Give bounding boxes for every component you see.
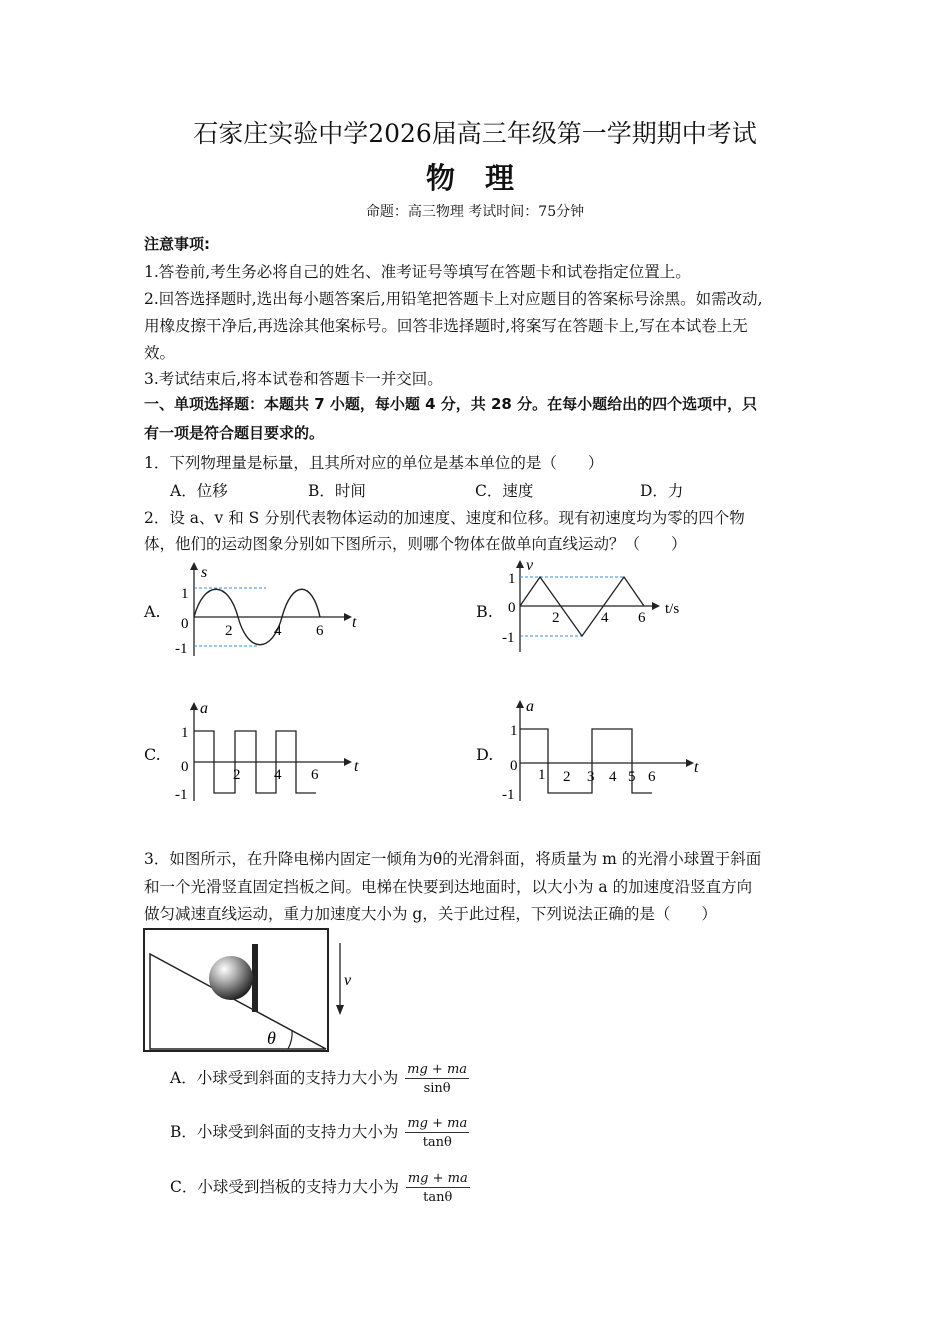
q3-option-b-text: B．小球受到斜面的支持力大小为: [170, 1123, 399, 1141]
q3-option-a-numerator: mg + ma: [407, 1062, 468, 1077]
q2-label-c: C.: [144, 745, 161, 764]
q3-option-a-denominator: sinθ: [423, 1081, 451, 1096]
q1-option-a: A．位移: [170, 482, 228, 500]
graph-d-tick-x5: 5: [628, 769, 636, 785]
q3-option-c-denominator: tanθ: [423, 1190, 453, 1205]
q1-option-b: B．时间: [308, 482, 366, 500]
graph-d-x-arrow: [686, 759, 694, 767]
q3-option-a-text: A．小球受到斜面的支持力大小为: [170, 1069, 399, 1087]
section-heading-line-2: 有一项是符合题目要求的。: [144, 424, 325, 442]
graph-b-ylabel: v: [526, 557, 534, 574]
graph-d-tick-x1: 1: [538, 767, 546, 783]
graph-a-tick-y1: 1: [181, 586, 189, 602]
graph-b-tick-x6: 6: [638, 610, 646, 626]
graph-d-tick-y-1: -1: [502, 787, 515, 803]
q3-stem-line-2: 和一个光滑竖直固定挡板之间。电梯在快要到达地面时，以大小为 a 的加速度沿竖直方向: [144, 878, 753, 896]
graph-b-y-arrow: [516, 560, 524, 568]
graph-d-tick-x3: 3: [587, 769, 595, 785]
graph-b-tick-x2: 2: [552, 610, 560, 626]
graph-d-tick-y1: 1: [510, 723, 518, 739]
q2-stem-line-1: 2．设 a、v 和 S 分别代表物体运动的加速度、速度和位移。现有初速度均为零的四个物: [144, 509, 745, 527]
graph-d-xlabel: t: [694, 759, 699, 776]
graph-d-tick-y0: 0: [510, 758, 518, 774]
q3-option-c: [170, 1171, 470, 1205]
graph-b-tick-y-1: -1: [502, 630, 515, 646]
graph-a-x-arrow: [344, 613, 352, 621]
graph-b-tick-x4: 4: [601, 610, 609, 626]
graph-c: [166, 695, 366, 805]
graph-d-tick-x4: 4: [609, 769, 617, 785]
q2-label-d: D.: [476, 745, 494, 764]
graph-d: [498, 693, 708, 805]
q3-stem-line-3: 做匀减速直线运动，重力加速度大小为 g，关于此过程，下列说法正确的是（ ）: [144, 905, 717, 923]
q3-option-c-numerator: mg + ma: [407, 1171, 468, 1186]
notice-item-1: 1.答卷前,考生务必将自己的姓名、准考证号等填写在答题卡和试卷指定位置上。: [144, 263, 691, 281]
q3-option-c-fraction: [406, 1171, 470, 1205]
graph-b-x-arrow: [652, 602, 660, 610]
graph-c-x-arrow: [344, 758, 352, 766]
graph-c-ylabel: a: [200, 700, 208, 717]
graph-b-tick-y0: 0: [508, 600, 516, 616]
graph-c-tick-x6: 6: [311, 767, 319, 783]
graph-d-y-arrow: [516, 700, 524, 708]
graph-d-ylabel: a: [526, 698, 534, 715]
graph-a-tick-x6: 6: [316, 623, 324, 639]
q2-stem-line-2: 体，他们的运动图象分别如下图所示，则哪个物体在做单向直线运动？（ ）: [144, 535, 687, 553]
q2-label-a: A.: [144, 602, 161, 621]
subject-title: 物 理: [425, 161, 525, 195]
exam-title: 石家庄实验中学2026届高三年级第一学期期中考试: [193, 119, 757, 148]
graph-c-xlabel: t: [354, 758, 359, 775]
graph-a-tick-x4: 4: [274, 623, 282, 639]
q3-option-a-fraction: [405, 1062, 469, 1096]
graph-a: [166, 560, 366, 660]
q3-option-b-denominator: tanθ: [422, 1135, 452, 1150]
section-heading-line-1: 一、单项选择题：本题共 7 小题，每小题 4 分，共 28 分。在每小题给出的四个选项中，只: [144, 395, 758, 413]
graph-c-tick-x2: 2: [233, 767, 241, 783]
graph-b-xlabel: t/s: [665, 601, 680, 617]
q1-stem: 1．下列物理量是标量，且其所对应的单位是基本单位的是（ ）: [144, 454, 604, 472]
graph-a-ylabel: s: [201, 564, 208, 581]
angle-label: θ: [267, 1028, 276, 1048]
notice-item-3: 3.考试结束后,将本试卷和答题卡一并交回。: [144, 370, 443, 388]
graph-c-y-arrow: [190, 702, 198, 710]
graph-a-tick-y0: 0: [181, 616, 189, 632]
ball: [209, 956, 253, 1000]
notice-item-2-line-3: 效。: [144, 344, 176, 362]
graph-a-y-arrow: [190, 562, 198, 570]
q3-option-b: [170, 1116, 469, 1150]
graph-c-tick-y0: 0: [181, 759, 189, 775]
q1-option-d: D．力: [640, 482, 684, 500]
graph-a-tick-x2: 2: [225, 623, 233, 639]
velocity-label: v: [344, 972, 352, 989]
q2-label-b: B.: [476, 602, 493, 621]
q3-option-b-fraction: [405, 1116, 469, 1150]
graph-a-tick-y-1: -1: [175, 641, 188, 657]
q3-stem-line-1: 3．如图所示，在升降电梯内固定一倾角为θ的光滑斜面，将质量为 m 的光滑小球置于斜面: [144, 850, 762, 868]
graph-c-tick-y1: 1: [181, 725, 189, 741]
graph-b-tick-y1: 1: [508, 571, 516, 587]
q3-figure: [142, 927, 362, 1055]
graph-c-tick-x4: 4: [274, 767, 282, 783]
graph-b: [498, 556, 698, 660]
graph-d-tick-x2: 2: [563, 769, 571, 785]
q1-option-c: C．速度: [475, 482, 534, 500]
graph-c-tick-y-1: -1: [175, 787, 188, 803]
notice-item-2-line-2: 用橡皮擦干净后,再选涂其他案标号。回答非选择题时,将案写在答题卡上,写在本试卷上无: [144, 317, 748, 335]
graph-d-tick-x6: 6: [648, 769, 656, 785]
notice-item-2-line-1: 2.回答选择题时,选出每小题答案后,用铅笔把答题卡上对应题目的答案标号涂黑。如需改动,: [144, 290, 763, 308]
angle-arc: [288, 1030, 292, 1049]
notice-heading: 注意事项:: [144, 235, 210, 253]
exam-meta: 命题：高三物理 考试时间：75分钟: [365, 204, 585, 220]
q3-option-c-text: C．小球受到挡板的支持力大小为: [170, 1178, 399, 1196]
velocity-arrow-head: [336, 1005, 344, 1015]
graph-a-xlabel: t: [352, 614, 357, 631]
q3-option-a: [170, 1062, 469, 1096]
q3-option-b-numerator: mg + ma: [407, 1116, 468, 1131]
